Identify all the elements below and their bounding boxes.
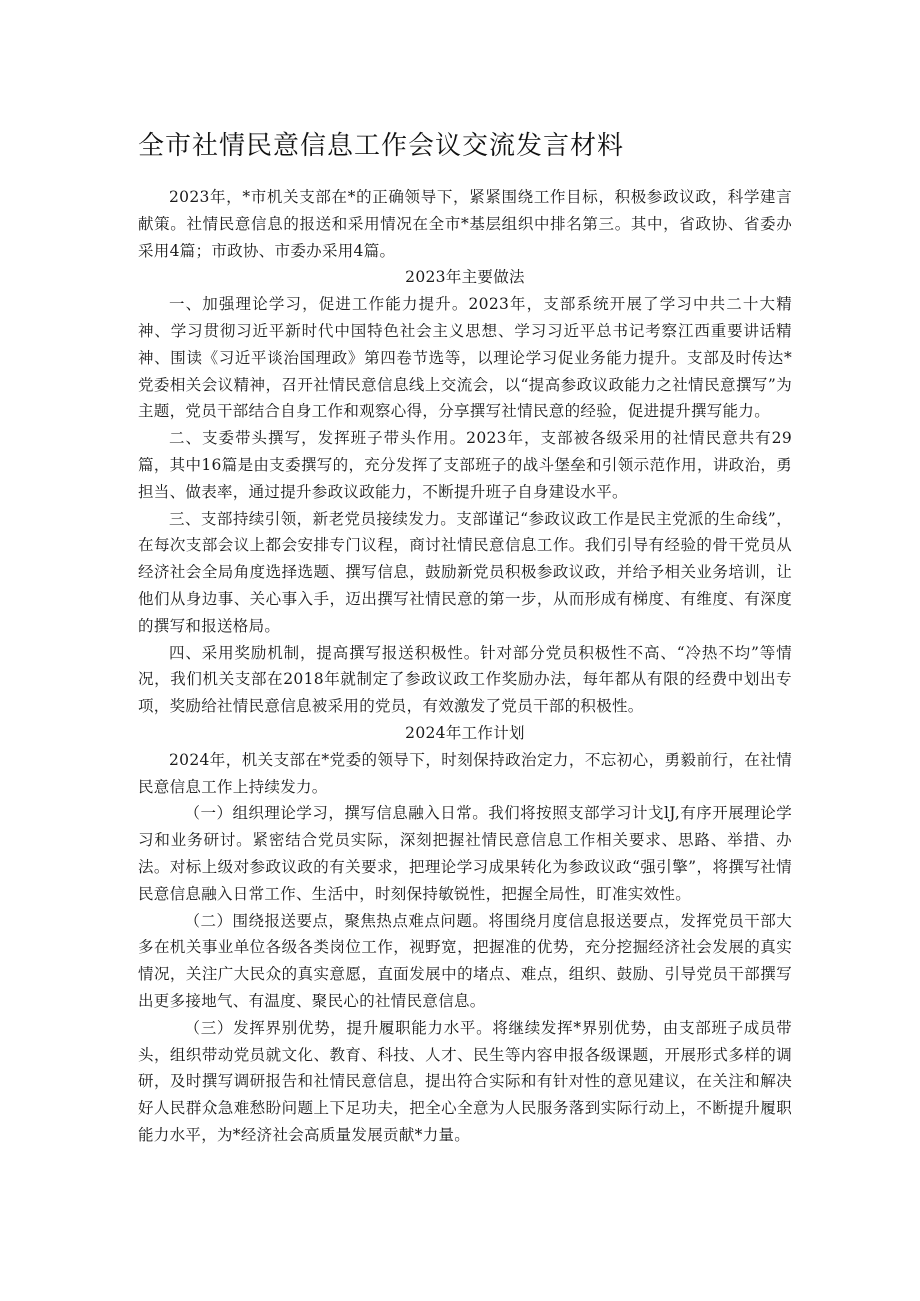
document-title: 全市社情民意信息工作会议交流发言材料 — [138, 131, 625, 161]
section2-intro: 2024年，机关支部在*党委的领导下，时刻保持政治定力，不忘初心，勇毅前行，在社情民意信息工作上持续发力。 — [138, 750, 792, 796]
section1-paragraph-2: 二、支委带头撰写，发挥班子带头作用。2023年，支部被各级采用的社情民意共有29篇，其中16篇是由支委撰写的，充分发挥了支部班子的战斗堡垒和引领示范作用，讲政治，勇担当、做表率，通过提升参政议政能力，不断提升班子自身建设水平。 — [138, 429, 792, 501]
section-heading-2023: 2023年主要做法 — [405, 268, 525, 287]
section2-paragraph-2: （二）围绕报送要点，聚焦热点难点问题。将围绕月度信息报送要点，发挥党员干部大多在机关事业单位各级各类岗位工作，视野宽，把握准的优势，充分挖掘经济社会发展的真实情况，关注广大民众的真实意愿，直面发展中的堵点、难点，组织、鼓励、引导党员干部撰写出更多接地气、有温度、聚民心的社情民意信息。 — [138, 911, 792, 1010]
section-heading-2024: 2024年工作计划 — [405, 723, 525, 742]
section1-paragraph-1: 一、加强理论学习，促进工作能力提升。2023年，支部系统开展了学习中共二十大精神、学习贯彻习近平新时代中国特色社会主义思想、学习习近平总书记考察江西重要讲话精神、围读《习近平谈治国理政》第四卷节选等，以理论学习促业务能力提升。支部及时传达*党委相关会议精神，召开社情民意信息线上交流会，以“提高参政议政能力之社情民意撰写”为主题，党员干部结合自身工作和观察心得，分享撰写社情民意的经验，促进提升撰写能力。 — [138, 295, 792, 421]
section2-paragraph-3: （三）发挥界别优势，提升履职能力水平。将继续发挥*界别优势，由支部班子成员带头，组织带动党员就文化、教育、科技、人才、民生等内容申报各级课题，开展形式多样的调研，及时撰写调研报告和社情民意信息，提出符合实际和有针对性的意见建议，在关注和解决好人民群众急难愁盼问题上下足功夫，把全心全意为人民服务落到实际行动上，不断提升履职能力水平，为*经济社会高质量发展贡献*力量。 — [138, 1018, 792, 1144]
document-page — [138, 126, 792, 1149]
section1-paragraph-4: 四、采用奖励机制，提高撰写报送积极性。针对部分党员积极性不高、“冷热不均”等情况，我们机关支部在2018年就制定了参政议政工作奖励办法，每年都从有限的经费中划出专项，奖励给社情民意信息被采用的党员，有效激发了党员干部的积极性。 — [138, 643, 792, 716]
section2-paragraph-1: （一）组织理论学习，撰写信息融入日常。我们将按照支部学习计戈lJ,有序开展理论学习和业务研讨。紧密结合党员实际，深刻把握社情民意信息工作相关要求、思路、举措、办法。对标上级对参政议政的有关要求，把理论学习成果转化为参政议政“强引擎”，将撰写社情民意信息融入日常工作、生活中，时刻保持敏锐性，把握全局性，盯准实效性。 — [138, 804, 792, 903]
intro-paragraph: 2023年，*市机关支部在*的正确领导下，紧紧围绕工作目标，积极参政议政，科学建言献策。社情民意信息的报送和采用情况在全市*基层组织中排名第三。其中，省政协、省委办采用4篇；市政协、市委办采用4篇。 — [138, 188, 792, 260]
section1-paragraph-3: 三、支部持续引领，新老党员接续发力。支部谨记“参政议政工作是民主党派的生命线”，在每次支部会议上都会安排专门议程，商讨社情民意信息工作。我们引导有经验的骨干党员从经济社会全局角度选择选题、撰写信息，鼓励新党员积极参政议政，并给予相关业务培训，让他们从身边事、关心事入手，迈出撰写社情民意的第一步，从而形成有梯度、有维度、有深度的撰写和报送格局。 — [138, 509, 792, 635]
